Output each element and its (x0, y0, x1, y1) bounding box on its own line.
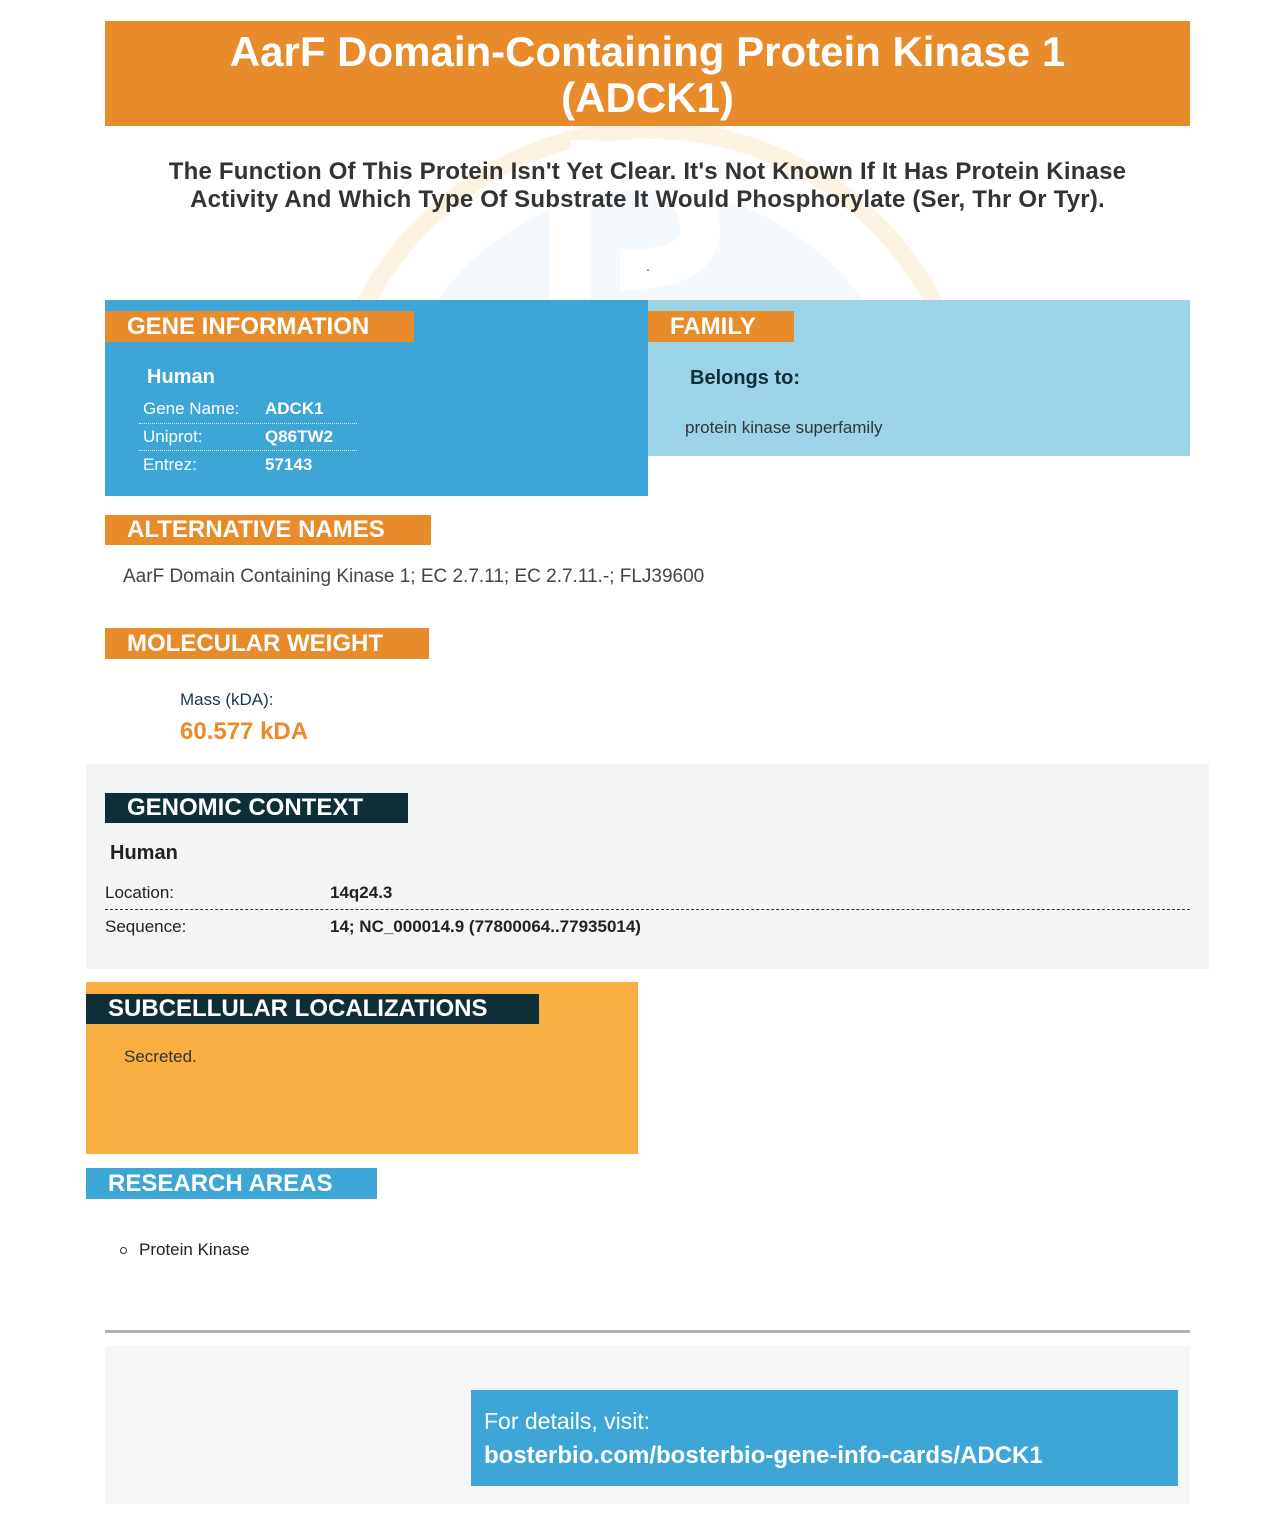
divider (105, 1330, 1190, 1333)
bullet-icon (120, 1247, 127, 1254)
subcellular-heading: SUBCELLULAR LOCALIZATIONS (86, 994, 539, 1024)
mass-value: 60.577 kDA (180, 718, 309, 745)
research-areas-heading: RESEARCH AREAS (86, 1168, 377, 1199)
page-title (105, 21, 1190, 121)
title-line-2: (ADCK1) (561, 74, 734, 121)
gene-row-key: Gene Name: (143, 399, 240, 419)
gene-row-value: ADCK1 (265, 399, 324, 419)
subcellular-value: Secreted. (124, 1047, 197, 1066)
gene-row-key: Entrez: (143, 454, 197, 474)
mass-label: Mass (kDA): (180, 690, 274, 709)
family-heading: FAMILY (648, 311, 794, 342)
gene-row-value: 57143 (265, 454, 313, 474)
genomic-row-value: 14; NC_000014.9 (77800064..77935014) (330, 917, 641, 936)
genomic-context-heading: GENOMIC CONTEXT (105, 793, 408, 823)
function-line-1: The Function Of This Protein Isn't Yet Clear. It's Not Known If It Has Protein Kinase (168, 158, 1127, 185)
title-banner (105, 21, 1190, 126)
genomic-row-key: Location: (105, 882, 174, 902)
visit-link[interactable]: bosterbio.com/bosterbio-gene-info-cards/ADCK1 (484, 1442, 1043, 1469)
alternative-names-heading: ALTERNATIVE NAMES (105, 515, 431, 545)
family-value: protein kinase superfamily (685, 418, 883, 437)
gene-species: Human (147, 366, 215, 388)
gene-info-table (139, 396, 357, 479)
separator-dot: . (646, 258, 650, 274)
gene-row-key: Uniprot: (143, 426, 203, 446)
research-area-label: Protein Kinase (139, 1240, 250, 1259)
genomic-species: Human (110, 842, 178, 864)
gene-information-heading: GENE INFORMATION (105, 311, 414, 342)
genomic-row-location (105, 876, 1190, 910)
gene-row-name (139, 396, 357, 424)
list-item (120, 1240, 250, 1260)
genomic-row-key: Sequence: (105, 917, 187, 936)
alternative-names-value: AarF Domain Containing Kinase 1; EC 2.7.11; EC 2.7.11.-; FLJ39600 (123, 566, 705, 587)
research-areas-list (120, 1240, 250, 1260)
gene-row-entrez (139, 451, 357, 479)
function-description (120, 158, 1175, 214)
family-belongs-label: Belongs to: (690, 367, 800, 389)
function-line-2: Activity And Which Type Of Substrate It Would Phosphorylate (Ser, Thr Or Tyr). (190, 186, 1105, 213)
genomic-row-value: 14q24.3 (330, 882, 393, 902)
genomic-context-table (105, 876, 1190, 944)
genomic-row-sequence (105, 910, 1190, 944)
gene-row-uniprot (139, 424, 357, 452)
gene-row-value: Q86TW2 (265, 426, 334, 446)
subcellular-panel (86, 982, 638, 1154)
title-line-1: AarF Domain-Containing Protein Kinase 1 (229, 28, 1066, 75)
molecular-weight-heading: MOLECULAR WEIGHT (105, 628, 429, 659)
visit-box (471, 1390, 1178, 1486)
visit-label: For details, visit: (484, 1408, 651, 1434)
